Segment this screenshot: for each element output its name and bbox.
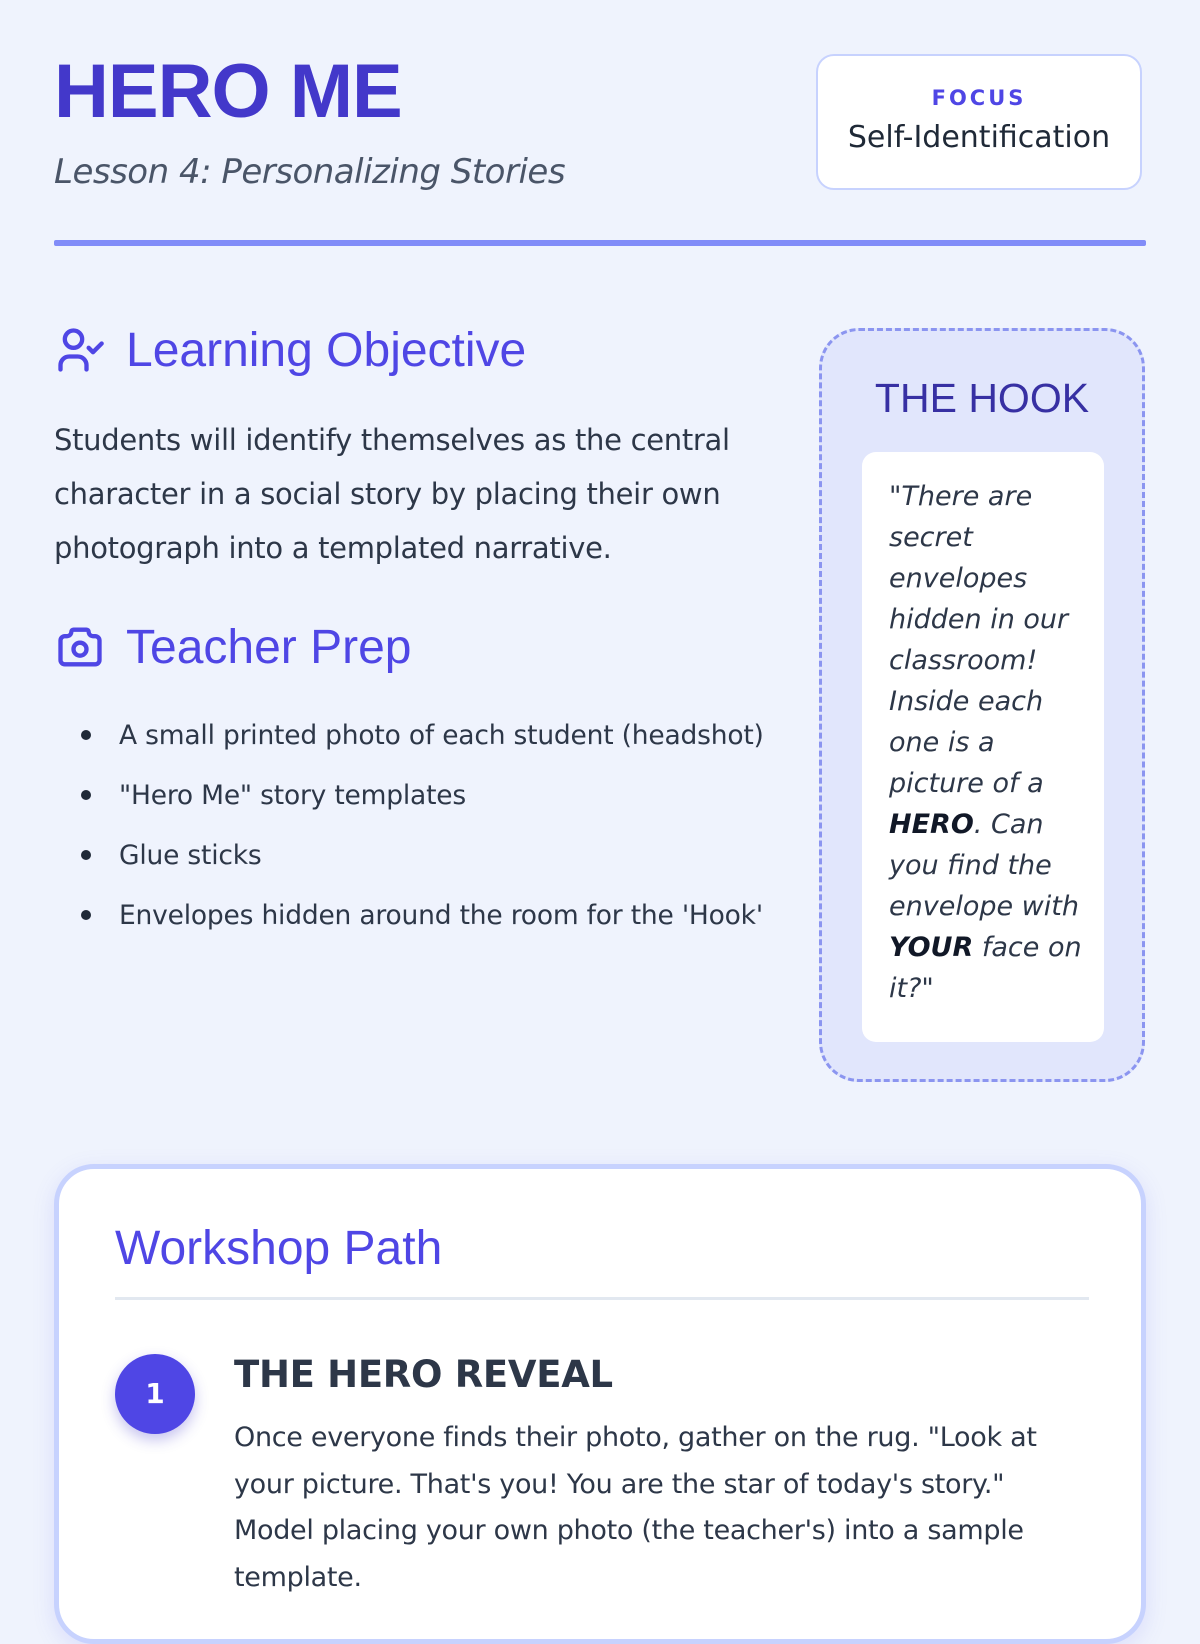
header-divider — [54, 240, 1146, 246]
hook-quote-text: "There are secret envelopes hidden in our classroom! Inside each one is a picture of a — [889, 481, 1069, 799]
bullet-icon — [81, 910, 91, 920]
prep-title: Teacher Prep — [126, 620, 412, 674]
list-item — [54, 772, 774, 819]
user-check-icon — [54, 324, 106, 376]
hook-title: THE HOOK — [874, 375, 1090, 421]
list-item — [54, 832, 774, 879]
objective-text: Students will identify themselves as the central character in a social story by placing their own photograph into a templated narrative. — [54, 423, 730, 565]
prep-list — [54, 712, 774, 952]
hook-quote-text: face on it?" — [889, 932, 1082, 1004]
objective-title: Learning Objective — [126, 323, 527, 377]
prep-item-text: Glue sticks — [119, 840, 262, 871]
focus-value: Self-Identification — [847, 120, 1111, 155]
hook-emphasis-hero: HERO — [889, 809, 974, 840]
list-item — [54, 712, 774, 759]
prep-item-text: A small printed photo of each student (headshot) — [119, 720, 764, 751]
focus-label: FOCUS — [931, 86, 1027, 110]
bullet-icon — [81, 850, 91, 860]
workshop-title: Workshop Path — [115, 1222, 443, 1275]
hook-quote-text: . Can you find the envelope with — [889, 809, 1079, 922]
prep-item-text: Envelopes hidden around the room for the 'Hook' — [119, 900, 763, 931]
camera-icon — [54, 621, 106, 673]
focus-card — [816, 54, 1142, 190]
lesson-page — [54, 0, 1146, 1600]
step-description: Once everyone finds their photo, gather on the rug. "Look at your picture. That's you! You are the star of today's story." Model placing your own photo (the teacher's) into a sample template. — [234, 1422, 1037, 1593]
page-title: HERO ME — [54, 49, 402, 134]
step-number-badge: 1 — [115, 1354, 195, 1434]
hook-panel — [819, 328, 1145, 1082]
step-title: THE HERO REVEAL — [234, 1353, 613, 1396]
workshop-card — [54, 1164, 1146, 1644]
hook-quote — [862, 452, 1104, 1042]
bullet-icon — [81, 730, 91, 740]
list-item — [54, 892, 774, 939]
objective-heading — [54, 320, 526, 380]
lesson-subtitle: Lesson 4: Personalizing Stories — [54, 152, 566, 192]
prep-heading — [54, 617, 412, 677]
prep-item-text: "Hero Me" story templates — [119, 780, 466, 811]
bullet-icon — [81, 790, 91, 800]
workshop-divider — [115, 1297, 1089, 1300]
hook-emphasis-your: YOUR — [889, 932, 974, 963]
